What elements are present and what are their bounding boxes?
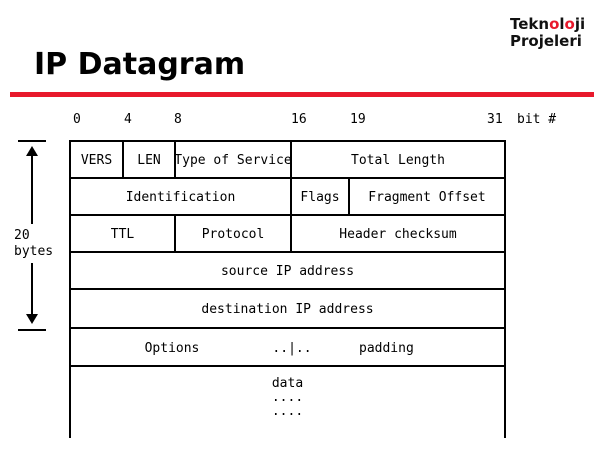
ip-datagram-diagram xyxy=(69,140,506,438)
field-destination-ip-address: destination IP address xyxy=(201,302,374,317)
field-identification: Identification xyxy=(125,190,236,205)
field-type-of-service: Type of Service xyxy=(174,142,290,179)
bit-tick-label: 31 xyxy=(487,112,503,127)
field-header-checksum: Header checksum xyxy=(290,216,504,253)
bytes-arrow-lower-shaft xyxy=(31,263,33,315)
header-row-1 xyxy=(69,140,506,179)
header-row-5 xyxy=(69,288,506,329)
field-len: LEN xyxy=(122,142,174,179)
field-protocol: Protocol xyxy=(174,216,290,253)
field-padding: padding xyxy=(359,340,414,356)
options-row xyxy=(69,327,506,367)
data-continuation-dots: .... xyxy=(271,390,304,405)
arrow-down-icon xyxy=(26,314,38,324)
field-options: Options xyxy=(144,340,200,356)
bytes-arrow-upper-shaft xyxy=(31,154,33,224)
field-data xyxy=(71,367,504,438)
header-row-2 xyxy=(69,177,506,216)
options-padding-separator: ..|.. xyxy=(272,340,312,356)
data-row xyxy=(69,365,506,438)
bit-tick-label: 4 xyxy=(124,112,132,127)
field-fragment-offset: Fragment Offset xyxy=(348,179,504,216)
field-source-ip-address: source IP address xyxy=(220,264,355,279)
bit-tick-label: 19 xyxy=(350,112,366,127)
field-flags: Flags xyxy=(290,179,348,216)
field-total-length: Total Length xyxy=(290,142,504,179)
bit-unit-label: bit # xyxy=(517,112,557,127)
field-vers: VERS xyxy=(80,153,113,168)
header-end-tick xyxy=(18,329,46,331)
header-row-4 xyxy=(69,251,506,290)
header-start-tick xyxy=(18,140,46,142)
header-size-label: 20 bytes xyxy=(14,228,54,259)
data-continuation-dots: .... xyxy=(271,404,304,419)
data-label: data xyxy=(271,376,304,391)
header-row-3 xyxy=(69,214,506,253)
bit-tick-label: 0 xyxy=(73,112,81,127)
page-title: IP Datagram xyxy=(34,47,246,82)
brand-logo: Teknoloji Projeleri xyxy=(510,15,586,50)
title-divider xyxy=(10,92,594,97)
arrow-up-icon xyxy=(26,146,38,156)
bit-tick-label: 16 xyxy=(291,112,307,127)
bit-tick-label: 8 xyxy=(174,112,182,127)
field-ttl: TTL xyxy=(110,227,135,242)
